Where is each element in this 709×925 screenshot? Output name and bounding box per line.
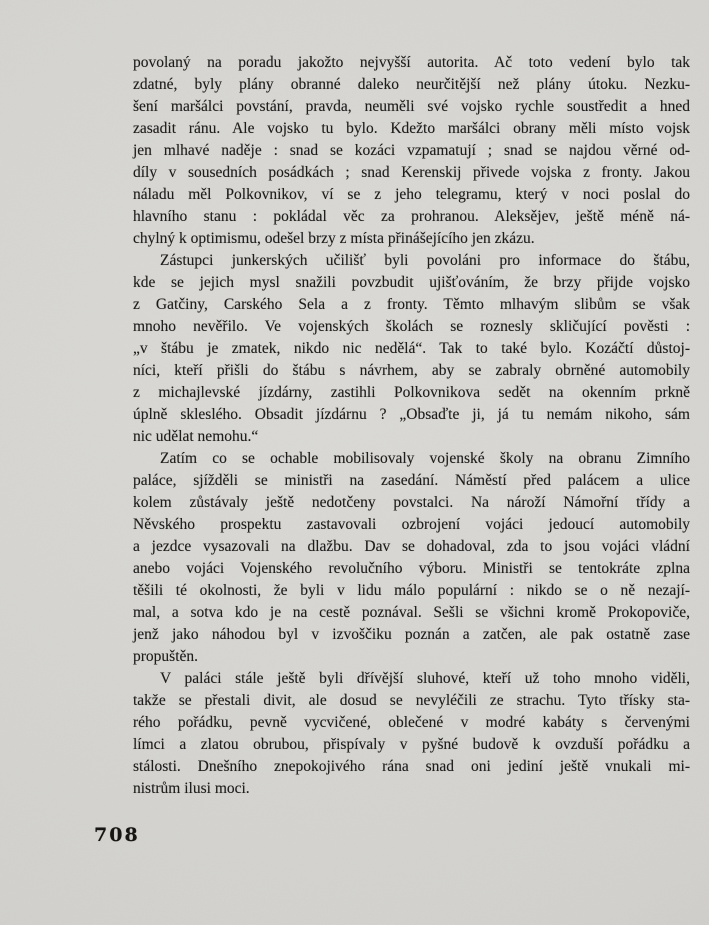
text-line: kolem zůstávaly ještě nedotčeny povstalci. Na nároží Námořní třídy a — [133, 494, 690, 511]
text-line: zasadit ránu. Ale vojsko tu bylo. Kdežto maršálci obrany měli místo vojsk — [133, 120, 690, 137]
text-line: Něvského prospektu zastavovali ozbrojení vojáci jedoucí automobily — [133, 516, 690, 533]
text-line: šení maršálci povstání, pravda, neuměli své vojsko rychle soustředit a hned — [133, 98, 690, 115]
text-line: úplně skleslého. Obsadit jízdárnu ? „Obsaďte ji, já tu nemám nikoho, sám — [133, 406, 690, 423]
text-line: propuštěn. — [133, 648, 199, 665]
text-line: V paláci stále ještě byli dřívější sluhové, kteří už toho mnoho viděli, — [160, 670, 690, 687]
text-line: mnoho nevěřilo. Ve vojenských školách se roznesly skličující pověsti : — [133, 318, 690, 335]
text-line: z Gatčiny, Carského Sela a z fronty. Těmto mlhavým slibům se však — [133, 296, 690, 313]
text-line: Zástupci junkerských učilišť byli povoláni pro informace do štábu, — [160, 252, 690, 269]
text-line: níci, kteří přišli do štábu s návrhem, aby se zabraly obrněné automobily — [133, 362, 690, 379]
text-line: zdatné, byly plány obranné daleko neurčitější než plány útoku. Nezku- — [133, 76, 690, 93]
text-line: Zatím co se ochable mobilisovaly vojenské školy na obranu Zimního — [160, 450, 690, 467]
text-line: anebo vojáci Vojenského revolučního výboru. Ministři se tentokráte zplna — [133, 560, 690, 577]
paragraph — [133, 668, 690, 800]
text-line: z michajlevské jízdárny, zastihli Polkovnikova sedět na okenním prkně — [133, 384, 690, 401]
text-line: povolaný na poradu jakožto nejvyšší autorita. Ač toto vedení bylo tak — [133, 54, 690, 71]
text-line: rého pořádku, pevně vycvičené, oblečené v modré kabáty s červenými — [133, 714, 690, 731]
paragraph — [133, 448, 690, 668]
paragraph — [133, 250, 690, 448]
paragraph — [133, 52, 690, 250]
text-line: jenž jako náhodou byl v izvoščiku poznán a zatčen, ale pak ostatně zase — [133, 626, 690, 643]
page-number: 708 — [94, 824, 140, 846]
text-line: nic udělat nemohu.“ — [133, 428, 259, 445]
text-line: límci a zlatou obrubou, přispívaly v pyšné budově k ovzduší pořádku a — [133, 736, 690, 753]
text-line: „v štábu je zmatek, nikdo nic nedělá“. Tak to také bylo. Kozáčtí důstoj- — [133, 340, 690, 357]
text-line: nistrům ilusi moci. — [133, 780, 250, 797]
text-line: takže se přestali divit, ale dosud se nevyléčili ze strachu. Tyto třísky sta- — [133, 692, 690, 709]
text-line: kde se jejich mysl snažili povzbudit ujišťováním, že brzy přijde vojsko — [133, 274, 690, 291]
text-line: hlavního stanu : pokládal věc za prohranou. Aleksějev, ještě méně ná- — [133, 208, 690, 225]
text-line: jen mlhavé naděje : snad se kozáci vzpamatují ; snad se najdou věrné od- — [133, 142, 690, 159]
text-line: mal, a sotva kdo je na cestě poznával. Sešli se všichni kromě Prokopoviče, — [133, 604, 690, 621]
text-line: chylný k optimismu, odešel brzy z místa přinášejícího jen zkázu. — [133, 230, 535, 247]
text-line: paláce, sjížděli se ministři na zasedání. Náměstí před palácem a ulice — [133, 472, 690, 489]
text-line: náladu měl Polkovnikov, ví se z jeho telegramu, který v noci poslal do — [133, 186, 690, 203]
body-text — [133, 52, 690, 800]
text-line: díly v sousedních posádkách ; snad Kerenskij přivede vojska z fronty. Jakou — [133, 164, 690, 181]
text-line: a jezdce vysazovali na dlažbu. Dav se dohadoval, zda to jsou vojáci vládní — [133, 538, 690, 555]
text-line: těšili té okolnosti, že byli v lidu málo populární : nikdo se o ně nezají- — [133, 582, 690, 599]
text-line: stálosti. Dnešního znepokojivého rána snad oni jediní ještě vnukali mi- — [133, 758, 690, 775]
